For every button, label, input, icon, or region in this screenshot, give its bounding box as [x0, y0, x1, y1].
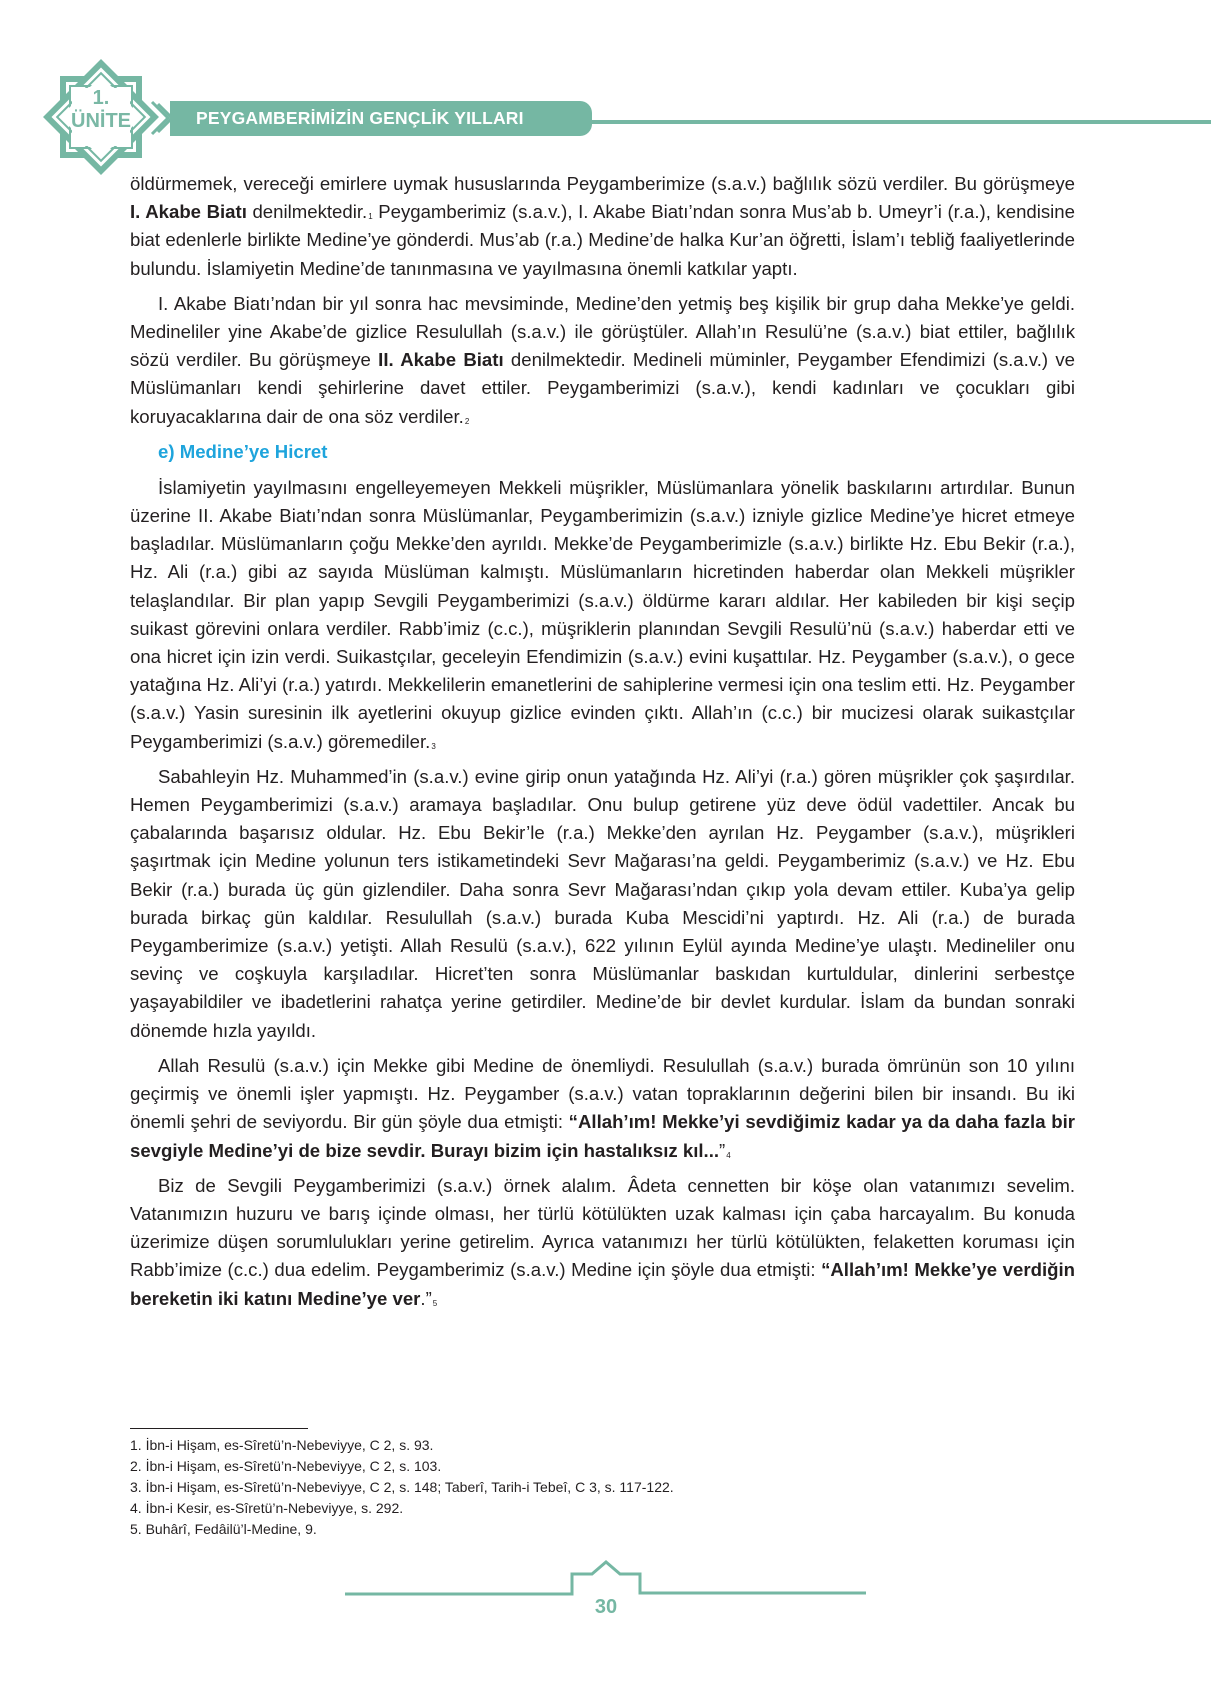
paragraph: öldürmemek, vereceği emirlere uymak hususlarında Peygamberimize (s.a.v.) bağlılık sözü verdiler. Bu görüşmeye I. Akabe Biatı denilmektedir.$^1$ Peygamberimiz (s.a.v.), I. Akabe Biatı’ndan sonra Mus’ab b. Umeyr’i (r.a.), kendisine biat edenlerle birlikte Medine’ye gönderdi. Mus’ab (r.a.) Medine’de halka Kur’an öğretti, İslam’ı tebliğ faaliyetlerinde bulundu. İslamiyetin Medine’de tanınmasına ve yayılmasına önemli katkılar yaptı.	[130, 173, 1075, 279]
page-number: 30	[594, 1596, 618, 1618]
paragraph: Biz de Sevgili Peygamberimizi (s.a.v.) örnek alalım. Âdeta cennetten bir köşe olan vatanımızı sevelim. Vatanımızın huzuru ve barış içinde olması, her türlü kötülükten uzak kalması için çaba harcayalım. Bu konuda üzerimize düşen sorumlulukları yerine getirelim. Ayrıca vatanımızı her türlü kötülükten, felaketten koruması için Rabb’imize (c.c.) dua edelim. Peygamberimiz (s.a.v.) Medine için şöyle dua etmişti: “Allah’ım! Mekke’ye verdiğin bereketin iki katını Medine’ye ver.”$^5$	[130, 1174, 1075, 1309]
bold-text: I. Akabe Biatı	[130, 201, 247, 223]
paragraph: İslamiyetin yayılmasını engelleyemeyen Mekkeli müşrikler, Müslümanlara yönelik baskılarını artırdılar. Bunun üzerine II. Akabe Biatı’ndan sonra Müslümanlar, Peygamberimizin (s.a.v.) izniyle gizlice Medine’ye hicret etmeye başladılar. Müslümanların çoğu Mekke’den ayrıldı. Mekke’de Peygamberimizle (s.a.v.) birlikte Hz. Ebu Bekir (r.a.), Hz. Ali (r.a.) gibi az sayıda Müslüman kalmıştı. Müslümanların hicretinden haberdar olan Mekkeli müşrikler telaşlandılar. Bir plan yapıp Sevgili Peygamberimizi (s.a.v.) öldürme kararı aldılar. Her kabileden bir kişi seçip suikast görevini onlara verdiler. Rabb’imiz (c.c.), müşriklerin planından Sevgili Resulü’nü (s.a.v.) haberdar etti ve ona hicret için izin verdi. Suikastçılar, geceleyin Efendimizin (s.a.v.) evini kuşattılar. Hz. Peygamber (s.a.v.), o gece yatağına Hz. Ali’yi (r.a.) yatırdı. Mekkelilerin emanetlerini de sahiplerine vermesi için ona teslim etti. Hz. Peygamber (s.a.v.) Yasin suresinin ilk ayetlerini okuyup gizlice evinden çıktı. Allah’ın (c.c.) bir mucizesi olarak suikastçılar Peygamberimizi (s.a.v.) göremediler.$^3$	[130, 476, 1075, 752]
bold-text: II. Akabe Biatı	[378, 349, 504, 371]
paragraph: I. Akabe Biatı’ndan bir yıl sonra hac mevsiminde, Medine’den yetmiş beş kişilik bir grup daha Mekke’ye geldi. Medineliler yine Akabe’de gizlice Resulullah (s.a.v.) ile görüştüler. Allah’ın Resulü’ne (s.a.v.) biat ettiler, bağlılık sözü verdiler. Bu görüşmeye II. Akabe Biatı denilmektedir. Medineli müminler, Peygamber Efendimizi (s.a.v.) ve Müslümanları kendi şehirlerine davet ettiler. Peygamberimizi (s.a.v.), kendi kadınları ve çocukları gibi koruyacaklarına dair de ona söz verdiler.$^2$	[130, 292, 1075, 427]
footnote-item: 4. İbn-i Kesir, es-Sîretü’n-Nebeviyye, s. 292.	[130, 1500, 404, 1516]
header-rule	[590, 120, 1211, 124]
footnote-item: 5. Buhârî, Fedâilü’l-Medine, 9.	[130, 1521, 317, 1537]
footnote-item: 3. İbn-i Hişam, es-Sîretü’n-Nebeviyye, C 2, s. 148; Taberî, Tarih-i Tebeî, C 3, s. 117-122.	[130, 1479, 674, 1495]
paragraph: Allah Resulü (s.a.v.) için Mekke gibi Medine de önemliydi. Resulullah (s.a.v.) burada ömrünün son 10 yılını geçirmiş ve önemli işler yapmıştı. Hz. Peygamber (s.a.v.) vatan topraklarının değerini bilen bir insandı. Bu iki önemli şehri de seviyordu. Bir gün şöyle dua etmişti: “Allah’ım! Mekke’yi sevdiğimiz kadar ya da daha fazla bir sevgiyle Medine’yi de bize sevdir. Burayı bizim için hastalıksız kıl...”$^4$	[130, 1054, 1075, 1161]
chapter-title: PEYGAMBERİMİZİN GENÇLİK YILLARI	[196, 108, 524, 128]
footnote-ref: 2	[464, 416, 470, 426]
footnotes	[130, 1428, 930, 1540]
chapter-title-bar	[170, 101, 592, 136]
page-footer	[0, 1560, 1211, 1640]
unit-number: 1.	[92, 87, 110, 109]
footnote-ref: 4	[726, 1150, 731, 1160]
unit-label: ÜNİTE	[71, 110, 131, 132]
footnote-item: 2. İbn-i Hişam, es-Sîretü’n-Nebeviyye, C 2, s. 103.	[130, 1458, 442, 1474]
unit-badge	[42, 58, 160, 176]
paragraph: Sabahleyin Hz. Muhammed’in (s.a.v.) evine girip onun yatağında Hz. Ali’yi (r.a.) gören müşrikler çok şaşırdılar. Hemen Peygamberimizi (s.a.v.) aramaya başladılar. Onu bulup getirene yüz deve ödül vadettiler. Ancak bu çabalarında başarısız oldular. Hz. Ebu Bekir’le (r.a.) Mekke’den ayrılan Hz. Peygamber (s.a.v.), müşrikleri şaşırtmak için Medine yolunun ters istikametindeki Sevr Mağarası’na geldi. Peygamberimiz (s.a.v.) ve Hz. Ebu Bekir (r.a.) burada üç gün gizlendiler. Daha sonra Sevr Mağarası’ndan çıkıp yola devam ettiler. Kuba’ya gelip burada birkaç gün kaldılar. Resulullah (s.a.v.) burada Kuba Mescidi’ni yaptırdı. Hz. Ali (r.a.) de burada Peygamberimize (s.a.v.) yetişti. Allah Resulü (s.a.v.), 622 yılının Eylül ayında Medine’ye ulaştı. Medineliler onu sevinç ve coşkuyla karşıladılar. Hicret’ten sonra Müslümanlar baskıdan kurtuldular, dinlerini serbestçe yaşayabildiler ve ibadetlerini rahatça yerine getirdiler. Medine’de bir devlet kurdular. İslam da bundan sonraki dönemde hızla yayıldı.	[130, 765, 1075, 1041]
footnote-item: 1. İbn-i Hişam, es-Sîretü’n-Nebeviyye, C 2, s. 93.	[130, 1437, 434, 1453]
bold-text: “Allah’ım! Mekke’yi sevdiğimiz kadar ya da daha fazla bir sevgiyle Medine’yi de bize sevdir. Burayı bizim için hastalıksız kıl...	[130, 1111, 1075, 1161]
section-heading: e) Medine’ye Hicret	[158, 440, 328, 462]
main-content	[130, 170, 1075, 1320]
footnote-ref: 3	[431, 741, 436, 751]
footnote-ref: 1	[368, 212, 373, 222]
bold-text: “Allah’ım! Mekke’ye verdiğin bereketin iki katını Medine’ye ver	[130, 1259, 1075, 1309]
footnote-ref: 5	[432, 1298, 438, 1308]
footnote-divider	[130, 1428, 308, 1429]
